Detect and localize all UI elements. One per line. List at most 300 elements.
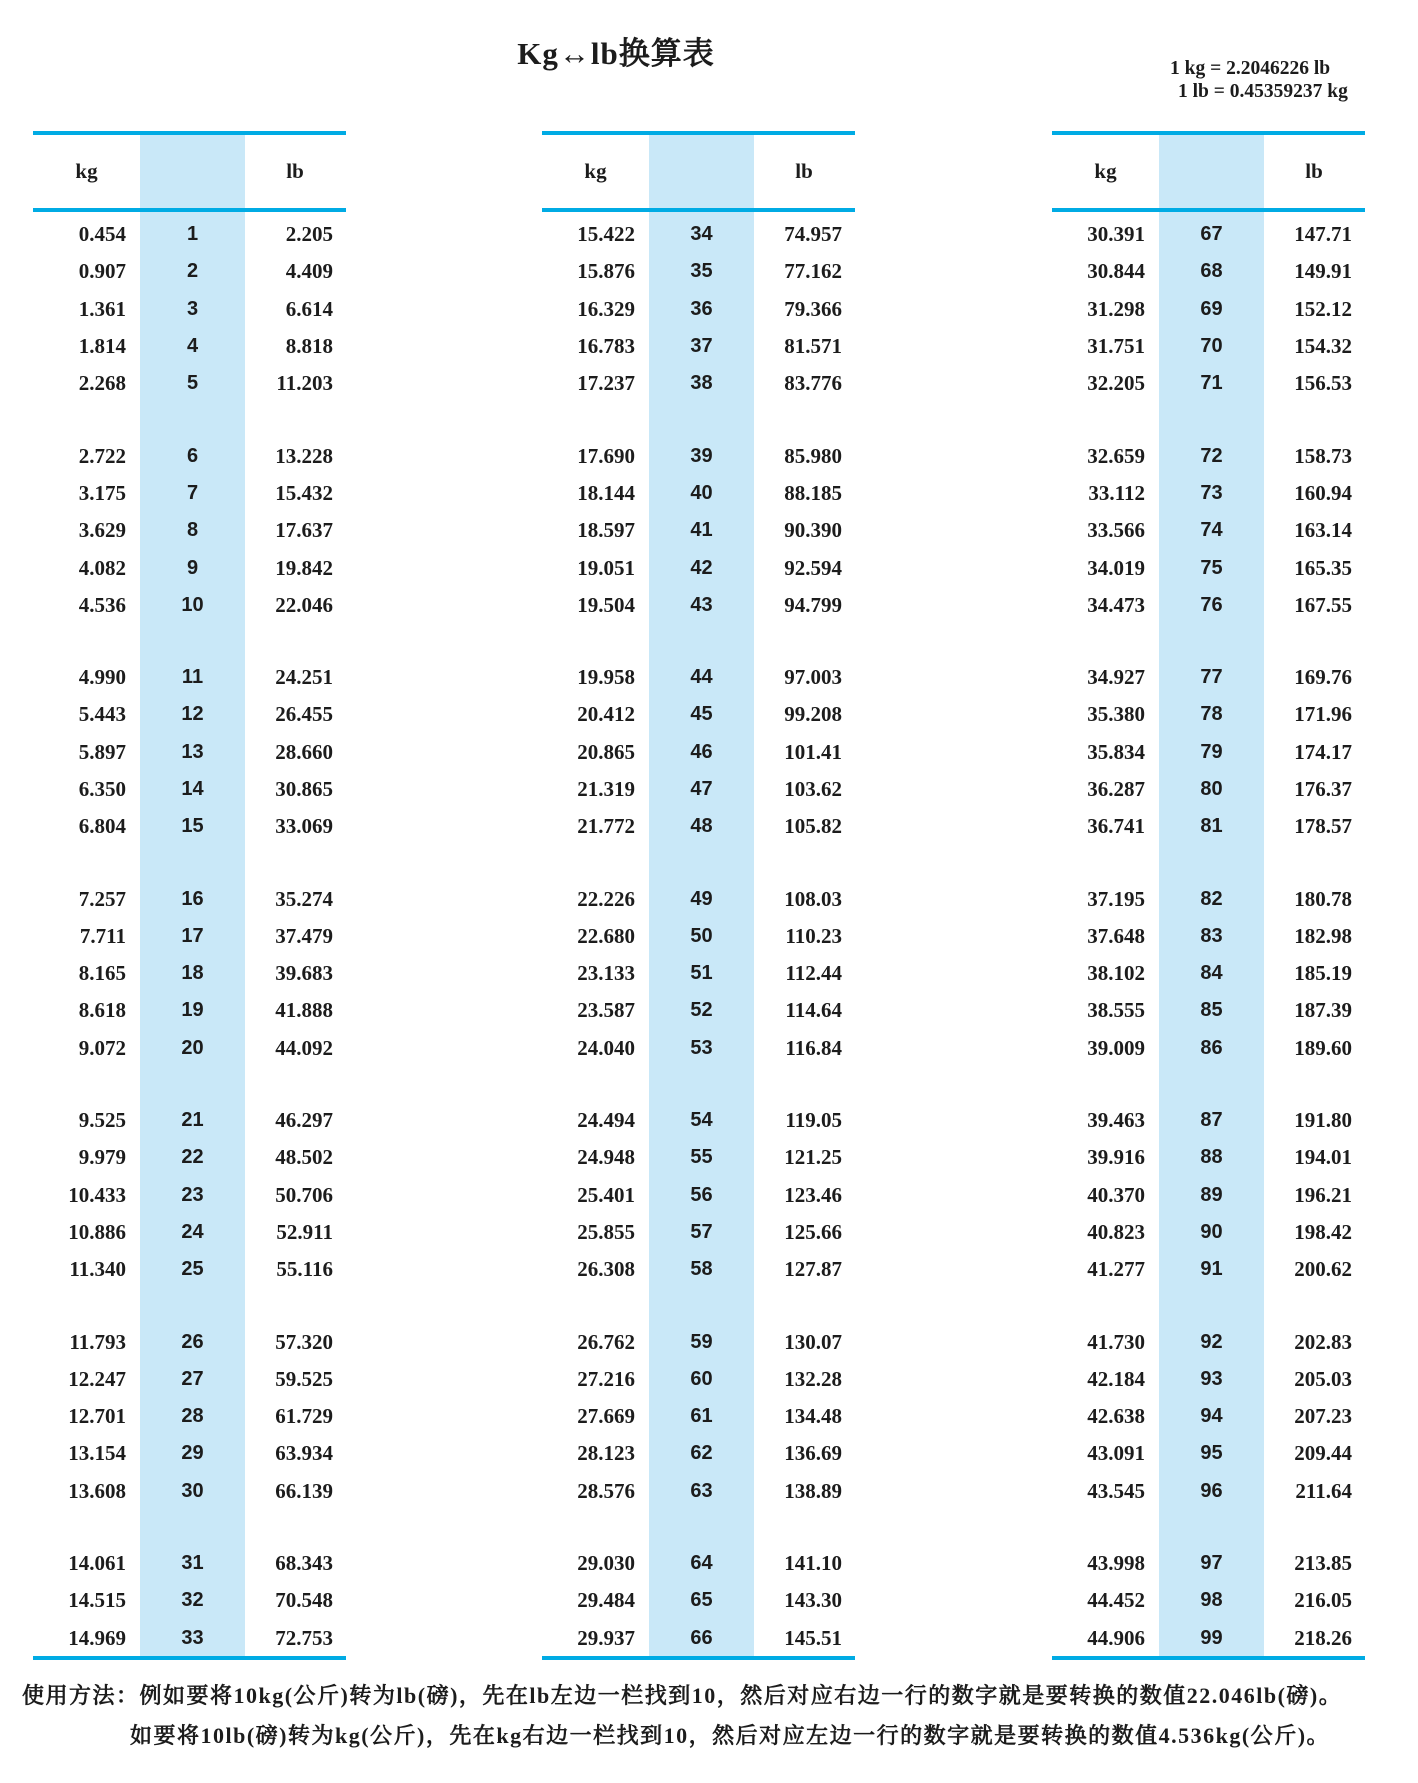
row-number: 81 xyxy=(1200,815,1223,838)
group-gap xyxy=(542,1067,855,1102)
lb-value: 119.05 xyxy=(785,1108,842,1133)
lb-value: 158.73 xyxy=(1294,443,1352,468)
table-row xyxy=(1052,328,1365,365)
table-row xyxy=(33,365,346,402)
table-row xyxy=(542,918,855,955)
row-number: 36 xyxy=(690,297,713,320)
table-row xyxy=(33,918,346,955)
table-row xyxy=(33,1620,346,1657)
kg-value: 18.144 xyxy=(577,480,635,505)
header-bottom-rule xyxy=(33,208,346,212)
table-row xyxy=(542,1582,855,1619)
row-number: 87 xyxy=(1200,1109,1223,1132)
table-row xyxy=(33,512,346,549)
lb-value: 116.84 xyxy=(785,1035,842,1060)
lb-value: 178.57 xyxy=(1294,814,1352,839)
row-number: 45 xyxy=(690,703,713,726)
kg-value: 43.998 xyxy=(1087,1551,1145,1576)
lb-value: 211.64 xyxy=(1295,1478,1352,1503)
lb-value: 39.683 xyxy=(275,961,333,986)
group-gap xyxy=(542,624,855,659)
kg-value: 10.886 xyxy=(68,1219,126,1244)
row-number: 9 xyxy=(186,556,199,579)
lb-value: 191.80 xyxy=(1294,1108,1352,1133)
table-row xyxy=(1052,1323,1365,1360)
lb-value: 41.888 xyxy=(275,998,333,1023)
table-row xyxy=(542,1102,855,1139)
kg-value: 12.247 xyxy=(68,1366,126,1391)
kg-value: 11.340 xyxy=(69,1257,126,1282)
table-row xyxy=(542,1323,855,1360)
lb-value: 171.96 xyxy=(1294,702,1352,727)
lb-value: 200.62 xyxy=(1294,1257,1352,1282)
row-number: 38 xyxy=(690,372,713,395)
lb-value: 37.479 xyxy=(275,923,333,948)
kg-value: 34.019 xyxy=(1087,555,1145,580)
lb-value: 160.94 xyxy=(1294,480,1352,505)
row-number: 40 xyxy=(690,481,713,504)
row-number: 90 xyxy=(1200,1220,1223,1243)
row-number: 13 xyxy=(181,740,204,763)
table-row xyxy=(542,1473,855,1510)
kg-value: 36.741 xyxy=(1087,814,1145,839)
table-row xyxy=(542,696,855,733)
kg-value: 27.669 xyxy=(577,1404,635,1429)
table-row xyxy=(542,1545,855,1582)
group-gap xyxy=(1052,1510,1365,1545)
kg-value: 17.237 xyxy=(577,371,635,396)
row-number: 53 xyxy=(690,1036,713,1059)
kg-value: 15.422 xyxy=(577,222,635,247)
row-number: 99 xyxy=(1200,1626,1223,1649)
table-row xyxy=(33,1435,346,1472)
row-number: 64 xyxy=(690,1552,713,1575)
kg-value: 26.762 xyxy=(577,1329,635,1354)
lb-value: 19.842 xyxy=(275,555,333,580)
kg-value: 19.051 xyxy=(577,555,635,580)
row-number: 62 xyxy=(690,1442,713,1465)
lb-value: 207.23 xyxy=(1294,1404,1352,1429)
kg-value: 41.277 xyxy=(1087,1257,1145,1282)
kg-value: 3.175 xyxy=(78,480,126,505)
kg-value: 39.916 xyxy=(1087,1145,1145,1170)
group-gap xyxy=(1052,624,1365,659)
table-row xyxy=(1052,475,1365,512)
table-row xyxy=(33,1251,346,1288)
kg-value: 16.783 xyxy=(577,334,635,359)
usage-instructions-line1: 使用方法：例如要将10kg(公斤)转为lb(磅)，先在lb左边一栏找到10，然后对应右边一行的数字就是要转换的数值22.046lb(磅)。 xyxy=(22,1683,1343,1708)
table-row xyxy=(33,475,346,512)
kg-value: 7.257 xyxy=(78,886,126,911)
group-gap xyxy=(542,845,855,880)
kg-value: 37.195 xyxy=(1087,886,1145,911)
lb-value: 105.82 xyxy=(784,814,842,839)
table-row xyxy=(542,216,855,253)
table-row xyxy=(542,328,855,365)
table-row xyxy=(1052,1620,1365,1657)
kg-value: 13.154 xyxy=(68,1441,126,1466)
lb-value: 11.203 xyxy=(276,371,333,396)
row-number: 82 xyxy=(1200,887,1223,910)
lb-value: 110.23 xyxy=(785,923,842,948)
table-row xyxy=(542,771,855,808)
table-bottom-rule xyxy=(33,1656,346,1660)
lb-value: 68.343 xyxy=(275,1551,333,1576)
lb-value: 24.251 xyxy=(275,665,333,690)
row-number: 8 xyxy=(186,519,199,542)
lb-value: 2.205 xyxy=(285,222,333,247)
table-row xyxy=(542,253,855,290)
kg-value: 29.937 xyxy=(577,1625,635,1650)
table-row xyxy=(542,1251,855,1288)
kg-value: 19.958 xyxy=(577,665,635,690)
kg-value: 24.494 xyxy=(577,1108,635,1133)
kg-value: 31.298 xyxy=(1087,296,1145,321)
table-row xyxy=(542,808,855,845)
table-row xyxy=(33,549,346,586)
kg-value: 37.648 xyxy=(1087,923,1145,948)
lb-value: 169.76 xyxy=(1294,665,1352,690)
kg-value: 8.618 xyxy=(78,998,126,1023)
kg-value: 39.463 xyxy=(1087,1108,1145,1133)
row-number: 19 xyxy=(181,999,204,1022)
lb-value: 63.934 xyxy=(275,1441,333,1466)
kg-value: 24.040 xyxy=(577,1035,635,1060)
table-bottom-rule xyxy=(542,1656,855,1660)
row-number: 4 xyxy=(186,335,199,358)
table-row xyxy=(1052,1582,1365,1619)
table-row xyxy=(1052,1545,1365,1582)
lb-value: 15.432 xyxy=(275,480,333,505)
row-number: 24 xyxy=(181,1220,204,1243)
group-gap xyxy=(1052,1288,1365,1323)
lb-value: 79.366 xyxy=(784,296,842,321)
header-bottom-rule xyxy=(542,208,855,212)
lb-value: 182.98 xyxy=(1294,923,1352,948)
row-number: 30 xyxy=(181,1479,204,1502)
kg-value: 21.772 xyxy=(577,814,635,839)
lb-value: 152.12 xyxy=(1294,296,1352,321)
lb-value: 55.116 xyxy=(276,1257,333,1282)
lb-value: 22.046 xyxy=(275,592,333,617)
kg-value: 19.504 xyxy=(577,592,635,617)
lb-value: 57.320 xyxy=(275,1329,333,1354)
table-row xyxy=(542,1435,855,1472)
table-row xyxy=(1052,1251,1365,1288)
lb-value: 180.78 xyxy=(1294,886,1352,911)
row-number: 26 xyxy=(181,1330,204,1353)
table-row xyxy=(1052,918,1365,955)
lb-value: 112.44 xyxy=(785,961,842,986)
table-row xyxy=(1052,771,1365,808)
table-row xyxy=(1052,1214,1365,1251)
row-number: 68 xyxy=(1200,260,1223,283)
conversion-table-3 xyxy=(1052,131,1365,1664)
row-number: 7 xyxy=(186,481,199,504)
kg-value: 0.454 xyxy=(78,222,126,247)
kg-value: 6.350 xyxy=(78,777,126,801)
table-row xyxy=(542,475,855,512)
row-number: 60 xyxy=(690,1367,713,1390)
table-row xyxy=(33,291,346,328)
kg-value: 23.587 xyxy=(577,998,635,1023)
group-gap xyxy=(33,1510,346,1545)
table-row xyxy=(542,1214,855,1251)
row-number: 98 xyxy=(1200,1589,1223,1612)
lb-value: 108.03 xyxy=(784,886,842,911)
conversion-table-1 xyxy=(33,131,346,1664)
row-number: 1 xyxy=(186,223,199,246)
conversion-factors xyxy=(1170,57,1348,103)
kg-value: 16.329 xyxy=(577,296,635,321)
kg-value: 15.876 xyxy=(577,259,635,284)
row-number: 76 xyxy=(1200,593,1223,616)
table-row xyxy=(1052,587,1365,624)
group-gap xyxy=(1052,402,1365,437)
kg-value: 12.701 xyxy=(68,1404,126,1429)
group-gap xyxy=(1052,845,1365,880)
row-number: 10 xyxy=(181,593,204,616)
kg-value: 6.804 xyxy=(78,814,126,839)
lb-value: 176.37 xyxy=(1294,777,1352,801)
table-row xyxy=(33,808,346,845)
table-row xyxy=(33,1214,346,1251)
row-number: 49 xyxy=(690,887,713,910)
table-row xyxy=(1052,808,1365,845)
row-number: 37 xyxy=(690,335,713,358)
kg-value: 32.659 xyxy=(1087,443,1145,468)
group-gap xyxy=(33,1288,346,1323)
kg-value: 7.711 xyxy=(79,923,126,948)
lb-value: 28.660 xyxy=(275,739,333,764)
row-number: 11 xyxy=(181,666,204,689)
lb-value: 125.66 xyxy=(784,1219,842,1244)
table-body xyxy=(1052,216,1365,1657)
kg-value: 35.834 xyxy=(1087,739,1145,764)
table-row xyxy=(1052,696,1365,733)
row-number: 15 xyxy=(181,815,204,838)
lb-value: 202.83 xyxy=(1294,1329,1352,1354)
table-row xyxy=(33,328,346,365)
row-number: 47 xyxy=(690,778,713,800)
row-number: 77 xyxy=(1200,666,1223,689)
table-body xyxy=(542,216,855,1657)
kg-value: 29.484 xyxy=(577,1588,635,1613)
group-gap xyxy=(33,1067,346,1102)
kg-value: 9.525 xyxy=(78,1108,126,1133)
kg-value: 14.969 xyxy=(68,1625,126,1650)
header-bottom-rule xyxy=(1052,208,1365,212)
lb-value: 196.21 xyxy=(1294,1182,1352,1207)
table-row xyxy=(33,1102,346,1139)
table-row xyxy=(1052,659,1365,696)
kg-value: 28.576 xyxy=(577,1478,635,1503)
lb-value: 134.48 xyxy=(784,1404,842,1429)
lb-value: 198.42 xyxy=(1294,1219,1352,1244)
table-row xyxy=(33,216,346,253)
row-number: 6 xyxy=(186,444,199,467)
row-number: 51 xyxy=(690,962,713,985)
page-title: Kg↔lb换算表 xyxy=(517,36,715,71)
lb-value: 61.729 xyxy=(275,1404,333,1429)
table-row xyxy=(1052,992,1365,1029)
table-row xyxy=(33,659,346,696)
kg-value: 11.793 xyxy=(69,1329,126,1354)
row-number: 94 xyxy=(1200,1405,1223,1428)
lb-value: 44.092 xyxy=(275,1035,333,1060)
row-number: 2 xyxy=(186,260,199,283)
kg-value: 14.515 xyxy=(68,1588,126,1613)
row-number: 21 xyxy=(181,1109,204,1132)
lb-value: 143.30 xyxy=(784,1588,842,1613)
table-row xyxy=(33,1473,346,1510)
lb-value: 187.39 xyxy=(1294,998,1352,1023)
row-number: 83 xyxy=(1200,924,1223,947)
row-number: 85 xyxy=(1200,999,1223,1022)
row-number: 84 xyxy=(1200,962,1223,985)
table-row xyxy=(1052,1473,1365,1510)
lb-value: 209.44 xyxy=(1294,1441,1352,1466)
lb-column-header: lb xyxy=(1305,159,1323,183)
table-row xyxy=(542,955,855,992)
table-row xyxy=(33,1398,346,1435)
table-row xyxy=(542,659,855,696)
table-row xyxy=(542,1620,855,1657)
lb-value: 52.911 xyxy=(276,1219,333,1244)
lb-value: 99.208 xyxy=(784,702,842,727)
group-gap xyxy=(542,1288,855,1323)
row-number: 48 xyxy=(690,815,713,838)
table-row xyxy=(33,1582,346,1619)
row-number: 79 xyxy=(1200,740,1223,763)
kg-value: 10.433 xyxy=(68,1182,126,1207)
kg-value: 9.072 xyxy=(78,1035,126,1060)
row-number: 20 xyxy=(181,1036,204,1059)
table-row xyxy=(542,512,855,549)
table-row xyxy=(1052,1139,1365,1176)
kg-value: 38.102 xyxy=(1087,961,1145,986)
group-gap xyxy=(542,402,855,437)
row-number: 96 xyxy=(1200,1479,1223,1502)
table-row xyxy=(33,734,346,771)
row-number: 44 xyxy=(690,666,713,689)
kg-value: 28.123 xyxy=(577,1441,635,1466)
row-number: 22 xyxy=(181,1146,204,1169)
row-number: 41 xyxy=(690,519,713,542)
table-row xyxy=(1052,216,1365,253)
row-number: 88 xyxy=(1200,1146,1223,1169)
row-number: 69 xyxy=(1200,297,1223,320)
row-number: 32 xyxy=(181,1589,204,1612)
lb-value: 103.62 xyxy=(784,777,842,801)
lb-column-header: lb xyxy=(286,159,304,183)
lb-value: 6.614 xyxy=(285,296,333,321)
table-header xyxy=(1052,135,1365,208)
lb-value: 114.64 xyxy=(785,998,842,1023)
table-row xyxy=(33,1177,346,1214)
row-number: 89 xyxy=(1200,1183,1223,1206)
kg-value: 4.536 xyxy=(78,592,126,617)
kg-value: 0.907 xyxy=(78,259,126,284)
kg-value: 42.638 xyxy=(1087,1404,1145,1429)
lb-value: 213.85 xyxy=(1294,1551,1352,1576)
table-row xyxy=(542,880,855,917)
row-number: 65 xyxy=(690,1589,713,1612)
table-row xyxy=(1052,734,1365,771)
table-row xyxy=(33,771,346,808)
row-number: 16 xyxy=(181,887,204,910)
row-number: 34 xyxy=(690,223,713,246)
row-number: 18 xyxy=(181,962,204,985)
table-row xyxy=(1052,365,1365,402)
kg-value: 34.927 xyxy=(1087,665,1145,690)
lb-value: 97.003 xyxy=(784,665,842,690)
kg-value: 27.216 xyxy=(577,1366,635,1391)
row-number: 33 xyxy=(181,1626,204,1649)
row-number: 97 xyxy=(1200,1552,1223,1575)
row-number: 74 xyxy=(1200,519,1223,542)
kg-value: 44.906 xyxy=(1087,1625,1145,1650)
row-number: 35 xyxy=(690,260,713,283)
lb-value: 72.753 xyxy=(275,1625,333,1650)
kg-column-header: kg xyxy=(75,159,98,183)
kg-column-header: kg xyxy=(1094,159,1117,183)
group-gap xyxy=(542,1510,855,1545)
kg-value: 3.629 xyxy=(78,518,126,543)
kg-value: 30.391 xyxy=(1087,222,1145,247)
lb-value: 46.297 xyxy=(275,1108,333,1133)
row-number: 78 xyxy=(1200,703,1223,726)
kg-value: 1.814 xyxy=(78,334,126,359)
kg-value: 39.009 xyxy=(1087,1035,1145,1060)
table-header xyxy=(33,135,346,208)
kg-value: 29.030 xyxy=(577,1551,635,1576)
kg-value: 40.823 xyxy=(1087,1219,1145,1244)
lb-value: 167.55 xyxy=(1294,592,1352,617)
table-row xyxy=(542,437,855,474)
kg-value: 35.380 xyxy=(1087,702,1145,727)
row-number: 17 xyxy=(181,924,204,947)
kg-value: 8.165 xyxy=(78,961,126,986)
kg-value: 2.268 xyxy=(78,371,126,396)
table-row xyxy=(33,1323,346,1360)
lb-value: 83.776 xyxy=(784,371,842,396)
kg-value: 14.061 xyxy=(68,1551,126,1576)
lb-value: 138.89 xyxy=(784,1478,842,1503)
row-number: 25 xyxy=(181,1258,204,1281)
row-number: 43 xyxy=(690,593,713,616)
lb-to-kg-factor: 1 lb = 0.45359237 kg xyxy=(1178,81,1348,102)
group-gap xyxy=(33,624,346,659)
table-row xyxy=(1052,253,1365,290)
table-row xyxy=(33,880,346,917)
kg-value: 38.555 xyxy=(1087,998,1145,1023)
kg-value: 20.412 xyxy=(577,702,635,727)
group-gap xyxy=(33,402,346,437)
kg-value: 40.370 xyxy=(1087,1182,1145,1207)
kg-value: 43.091 xyxy=(1087,1441,1145,1466)
table-row xyxy=(542,992,855,1029)
lb-value: 154.32 xyxy=(1294,334,1352,359)
row-number: 92 xyxy=(1200,1330,1223,1353)
lb-value: 189.60 xyxy=(1294,1035,1352,1060)
group-gap xyxy=(33,845,346,880)
row-number: 72 xyxy=(1200,444,1223,467)
row-number: 86 xyxy=(1200,1036,1223,1059)
table-row xyxy=(33,437,346,474)
row-number: 91 xyxy=(1200,1258,1223,1281)
lb-value: 8.818 xyxy=(285,334,333,359)
